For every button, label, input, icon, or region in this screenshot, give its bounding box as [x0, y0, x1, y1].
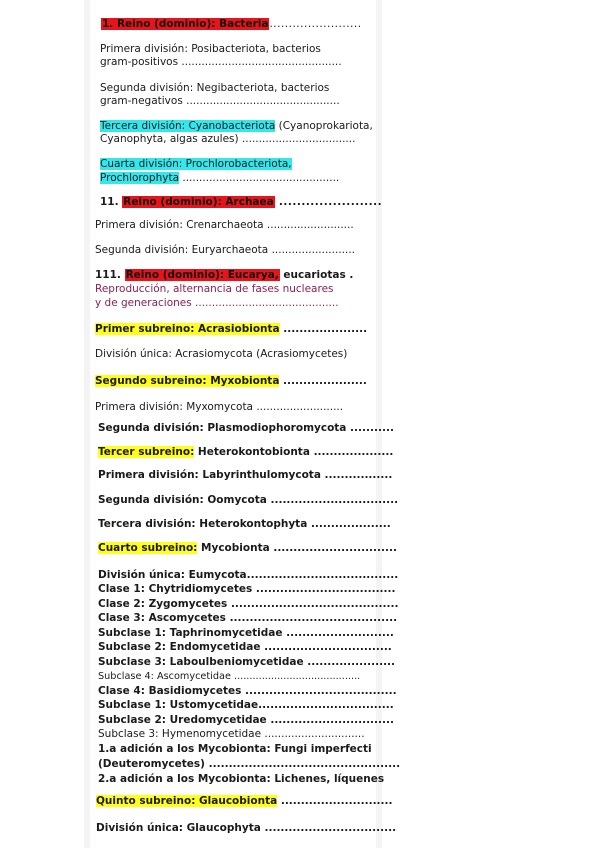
bacteria-division-4-line1: Cuarta división: Prochlorobacteriota, — [100, 158, 292, 170]
mycobionta-item: 2.a adición a los Mycobionta: Lichenes, líquenes — [98, 773, 385, 785]
subkingdom-3-heading: Tercer subreino: Heterokontobionta .................... — [98, 446, 394, 458]
bacteria-division-1-line1: Primera división: Posibacteriota, bacterios — [100, 43, 321, 55]
bacteria-division-3-line1: Tercera división: Cyanobacteriota (Cyanoprokariota, — [100, 120, 373, 132]
subkingdom-1-division: División única: Acrasiomycota (Acrasiomycetes) — [95, 348, 348, 360]
bacteria-division-2-line2: gram-negativos .............................................. — [100, 95, 340, 107]
scan-margin-left — [84, 0, 90, 848]
subkingdom-1-heading: Primer subreino: Acrasiobionta ..................... — [95, 323, 368, 335]
mycobionta-item: Clase 2: Zygomycetes .......................................... — [98, 598, 399, 610]
archaea-division-1: Primera división: Crenarchaeota .......................... — [95, 219, 354, 231]
mycobionta-item: Clase 3: Ascomycetes .......................................... — [98, 612, 398, 624]
mycobionta-item: Subclase 1: Taphrinomycetidae ........................... — [98, 627, 394, 639]
bacteria-division-3-line2: Cyanophyta, algas azules) .................................. — [100, 133, 356, 145]
mycobionta-item: Subclase 3: Laboulbeniomycetidae ...................... — [98, 656, 396, 668]
mycobionta-item: 1.a adición a los Mycobionta: Fungi imperfecti — [98, 743, 372, 755]
kingdom-bacteria-heading: 1. Reino (dominio): Bacteria........................ — [102, 18, 362, 30]
kingdom-archaea-heading: 11. Reino (dominio): Archaea ....................... — [100, 196, 383, 208]
kingdom-eucarya-heading: 111. Reino (dominio): Eucarya, eucariotas . — [95, 269, 354, 281]
mycobionta-item: Subclase 3: Hymenomycetidae .............................. — [98, 728, 365, 740]
mycobionta-item: Subclase 2: Endomycetidae ................................ — [98, 641, 392, 653]
mycobionta-item: Subclase 2: Uredomycetidae ............................... — [98, 714, 394, 726]
heterokonto-division-1: Primera división: Labyrinthulomycota ................. — [98, 469, 393, 481]
archaea-division-2: Segunda división: Euryarchaeota ......................... — [95, 244, 356, 256]
subkingdom-5-heading: Quinto subreino: Glaucobionta ............................ — [96, 795, 393, 807]
heterokonto-division-3: Tercera división: Heterokontophyta .................... — [98, 518, 391, 530]
bacteria-division-4-line2: Prochlorophyta ............................................... — [100, 172, 340, 184]
mycobionta-item: Subclase 1: Ustomycetidae.................................. — [98, 699, 394, 711]
myxobionta-division-1: Primera división: Myxomycota .......................... — [95, 401, 344, 413]
eucarya-note-line1: Reproducción, alternancia de fases nucleares — [95, 283, 334, 295]
subkingdom-4-heading: Cuarto subreino: Mycobionta ............................... — [98, 542, 397, 554]
heterokonto-division-2: Segunda división: Oomycota ................................ — [98, 494, 399, 506]
glaucobionta-division: División única: Glaucophyta ................................. — [96, 822, 397, 834]
subkingdom-2-heading: Segundo subreino: Myxobionta ..................... — [95, 375, 367, 387]
bacteria-division-2-line1: Segunda división: Negibacteriota, bacterios — [100, 82, 330, 94]
bacteria-division-1-line2: gram-positivos ................................................ — [100, 56, 342, 68]
mycobionta-item: Clase 1: Chytridiomycetes ................................... — [98, 583, 396, 595]
mycobionta-item: (Deuteromycetes) ................................................ — [98, 758, 401, 770]
mycobionta-item: Clase 4: Basidiomycetes ...................................... — [98, 685, 397, 697]
myxobionta-division-2: Segunda división: Plasmodiophoromycota ........... — [98, 422, 394, 434]
eucarya-note-line2: y de generaciones ........................................... — [95, 297, 339, 309]
mycobionta-item: Subclase 4: Ascomycetidae ......................................... — [98, 671, 361, 682]
mycobionta-item: División única: Eumycota...................................... — [98, 569, 399, 581]
